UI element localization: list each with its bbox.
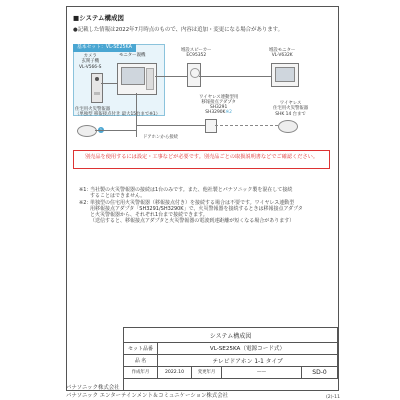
wireless-alarm-label [273, 101, 308, 117]
basic-set-label: 基本セット：VL-SE25KA [73, 44, 136, 52]
adapter-note-mark: ※2 [225, 110, 232, 115]
speaker-wire [155, 76, 187, 77]
footnote-body [90, 187, 292, 200]
speaker-label [181, 48, 211, 59]
footnote-body [90, 200, 303, 225]
footnote-line: 単独型の住宅用火災警報器（移報接点付き）を接続する場合は不要です。ワイヤレス連動型 [90, 199, 295, 206]
document-number: SD-0 [302, 366, 338, 378]
created-value: 2022.10 [158, 366, 192, 378]
warning-box: 別売品を使用するには設定・工事などが必要です。別売品ごとの取扱説明書などでご確認ください。 [73, 150, 330, 169]
company-name-2: パナソニック エンターテインメント＆コミュニケーション株式会社 [66, 393, 228, 399]
title-row [124, 328, 338, 343]
footnote-2 [79, 200, 329, 225]
camera-label-line: 玄関子機 [81, 59, 100, 65]
page-number: (2)-11 [326, 395, 341, 400]
title-cell: システム構成図 [124, 328, 338, 342]
monitor-unit-icon [117, 63, 157, 95]
adapter-label [199, 95, 238, 115]
door-camera-icon [91, 73, 103, 103]
footnotes [79, 187, 329, 225]
camera-label-line: VL-V566-S [79, 64, 102, 70]
home-alarm-label-line: 住宅用火災警報器 [75, 107, 111, 112]
camera-label [79, 54, 101, 70]
wireless-link [215, 125, 278, 126]
ext-monitor-icon [271, 63, 299, 87]
camera-wire [101, 83, 117, 84]
home-alarm-label [75, 107, 160, 118]
adapter-wire [136, 125, 205, 126]
adapter-model: SH3290K [205, 110, 226, 115]
footnote-line: と火災警報器から、それぞれ1台まで接続できます。 [90, 212, 208, 219]
adapter-label-line: SH3291 [209, 105, 228, 110]
camera-label-line: カメラ [83, 54, 97, 59]
monitor-handset-icon [146, 68, 154, 90]
footnote-line: 当社製の火災警報器の接続は1台のみです。また、他社製とパナソニック製を混在して接続 [90, 187, 293, 193]
camera-lens-icon [95, 77, 99, 81]
footnote-line: （送信すると、移報接点アダプタと火災警報器の電波到達距離が短くなる場合があります） [90, 218, 295, 225]
door-connection-label: ドアホンから接続 [143, 135, 178, 140]
home-alarm-icon [77, 125, 97, 137]
title-block [123, 327, 338, 390]
ext-monitor-wire [199, 76, 271, 77]
adapter-label-line [199, 110, 238, 115]
adapter-icon [205, 119, 217, 133]
footnote-line: することはできません。 [90, 193, 146, 200]
set-value: VL-SE25KA（電源コード式） [158, 342, 338, 354]
monitor-screen-icon [121, 67, 145, 85]
footnote-mark: ※2： [79, 199, 92, 206]
created-label: 作成年月 [124, 366, 158, 378]
company-name-1: パナソニック株式会社 [66, 385, 120, 391]
set-label: セット品番 [124, 342, 158, 354]
footnote-line: 用移報接点アダプタ「SH3291/SH3290K」で、火災警報器を接続するときは移報接点アダプタ [90, 205, 303, 212]
speaker-label-line: 増設スピーカー [181, 48, 212, 53]
section-heading: ■システム構成図 [73, 14, 124, 22]
footnote-mark: ※1： [79, 187, 92, 193]
ext-monitor-label-line: VL-V632K [271, 53, 293, 59]
adapter-label-line: 移報接点アダプタ [201, 100, 236, 105]
home-alarm-wire [95, 130, 136, 131]
ext-monitor-label-line: 増設モニター [269, 48, 296, 53]
changed-value: —— [222, 366, 302, 378]
speaker-label-line: EC95352 [186, 53, 207, 59]
name-label: 品 名 [124, 354, 158, 366]
adapter-label-line: ワイヤレス連動型用 [199, 95, 239, 100]
speaker-icon [187, 63, 201, 87]
home-alarm-label-line: （単独型 移報接点付き 最大15台まで※1） [75, 112, 161, 118]
notice-text: ●記載した情報は2022年7月時点のもので、内容は追加・変更になる場合があります。 [73, 27, 283, 33]
wireless-alarm-label-line: SHK 14 台まで [275, 111, 306, 117]
monitor-label: モニター親機 [119, 53, 146, 58]
wireless-alarm-icon [278, 120, 298, 133]
ext-monitor-label [269, 48, 295, 59]
changed-label: 変更年月 [192, 366, 222, 378]
name-value: テレビドアホン 1-1 タイプ [158, 354, 338, 366]
wireless-alarm-label-line: 住宅用火災警報器 [273, 106, 309, 112]
call-button-icon [94, 92, 100, 95]
ext-monitor-screen-icon [275, 67, 295, 82]
wireless-alarm-label-line: ワイヤレス [279, 101, 302, 106]
footnote-1 [79, 187, 329, 200]
system-diagram [73, 41, 332, 147]
date-row [124, 366, 338, 379]
